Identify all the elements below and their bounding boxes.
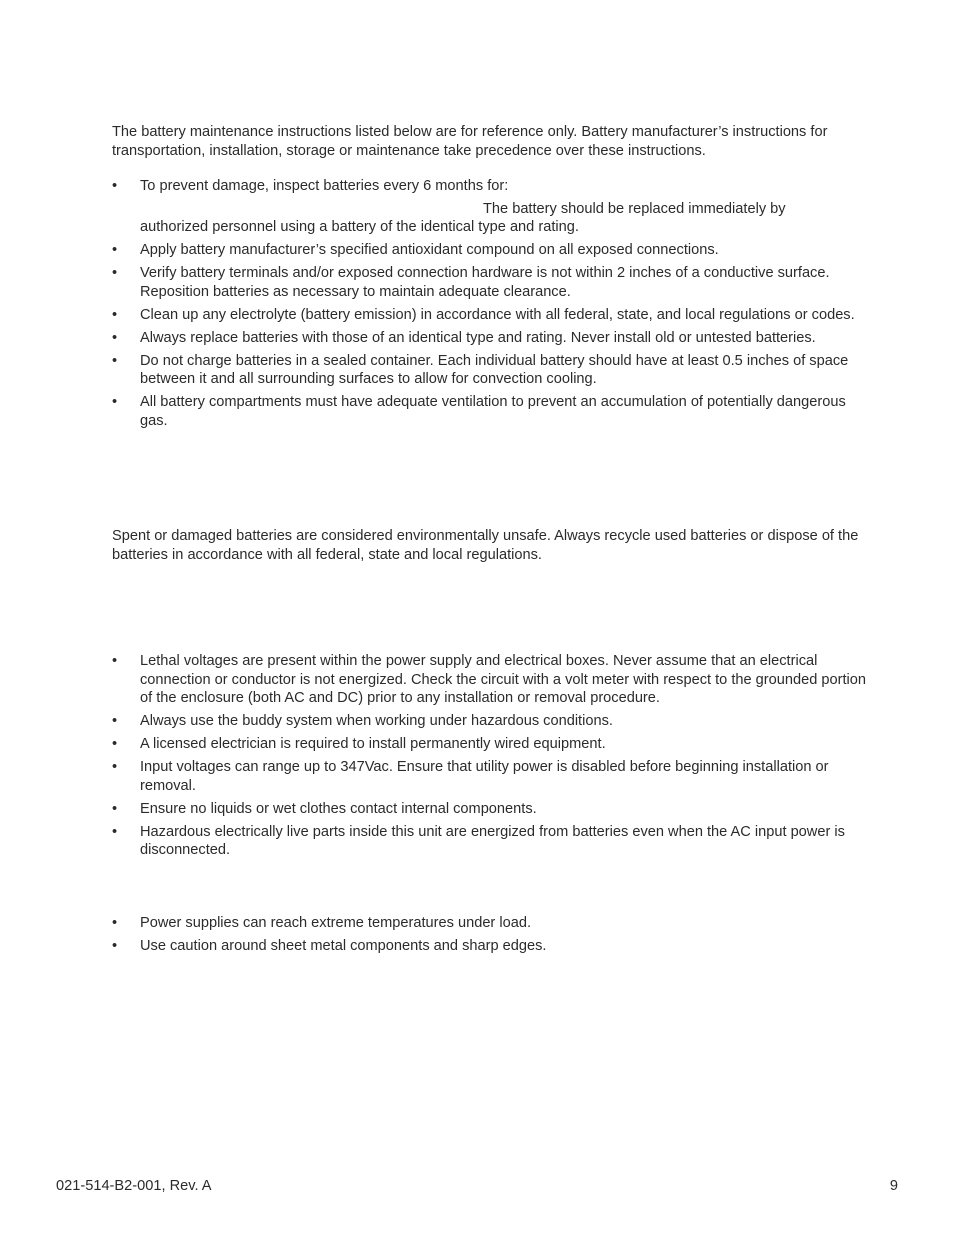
list-item-text: All battery compartments must have adequate ventilation to prevent an accumulation of potentially dangerous gas. [140,394,846,429]
list-item-text: To prevent damage, inspect batteries every 6 months for: [140,178,509,194]
list-item [112,177,872,237]
bullet-glyph: • [112,915,118,931]
maintenance-list [112,177,872,435]
list-item-text: Verify battery terminals and/or exposed connection hardware is not within 2 inches of a conductive surface. Reposition batteries as necessary to maintain adequate clearance. [140,265,830,300]
list-item [112,329,872,348]
bullet-glyph: • [112,800,118,817]
list-item [112,823,872,860]
list-item-subtext: authorized personnel using a battery of the identical type and rating. [140,219,579,235]
list-item-text: Do not charge batteries in a sealed container. Each individual battery should have at least 0.5 inches of space between it and all surrounding surfaces to allow for convection cooling. [140,352,849,387]
list-item [112,735,872,754]
list-item [112,652,872,708]
bullet-glyph: • [112,306,118,323]
list-item-text: Always use the buddy system when working under hazardous conditions. [140,713,613,729]
mechanical-list [112,914,872,960]
footer-doc-number: 021-514-B2-001, Rev. A [56,1178,212,1194]
list-item [112,712,872,731]
bullet-glyph: • [112,759,118,775]
bullet-glyph: • [112,352,118,369]
maintenance-intro: The battery maintenance instructions listed below are for reference only. Battery manufacturer’s instructions for transportation, installation, storage or maintenance take precedence over these instructions. [112,124,828,159]
bullet-glyph: • [112,394,118,410]
list-item [112,241,872,260]
list-item-text: A licensed electrician is required to install permanently wired equipment. [140,736,606,752]
list-item [112,306,872,325]
footer-page-number: 9 [889,1178,898,1194]
electrical-list [112,652,872,864]
bullet-glyph: • [112,713,118,729]
list-item [112,937,872,956]
list-item [112,914,872,933]
list-item-text: Hazardous electrically live parts inside this unit are energized from batteries even when the AC input power is disconnected. [140,823,845,858]
list-item-text: Input voltages can range up to 347Vac. Ensure that utility power is disabled before beginning installation or removal. [140,759,829,794]
list-item-text: Power supplies can reach extreme temperatures under load. [140,915,531,931]
list-item-text: Use caution around sheet metal components and sharp edges. [140,938,547,954]
bullet-glyph: • [112,938,118,954]
bullet-glyph: • [112,736,118,752]
list-item [112,352,872,389]
bullet-glyph: • [112,242,118,258]
list-item-text: Always replace batteries with those of an identical type and rating. Never install old or untested batteries. [140,329,816,346]
list-item [112,264,872,301]
list-item-text: Lethal voltages are present within the power supply and electrical boxes. Never assume that an electrical connection or conductor is not energized. Check the circuit with a volt meter with respect to the grounded portion of the enclosure (both AC and DC) prior to any installation or removal procedure. [140,653,867,706]
list-item [112,758,872,795]
bullet-glyph: • [112,329,118,346]
bullet-glyph: • [112,178,118,194]
list-item-text: Clean up any electrolyte (battery emission) in accordance with all federal, state, and local regulations or codes. [140,306,855,323]
list-item-text: Ensure no liquids or wet clothes contact internal components. [140,800,537,817]
list-item-subtext: The battery should be replaced immediately by [483,200,786,217]
bullet-glyph: • [112,653,118,669]
recycling-paragraph: Spent or damaged batteries are considered environmentally unsafe. Always recycle used batteries or dispose of the batteries in accordance with all federal, state and local regulations. [112,528,859,563]
bullet-glyph: • [112,823,118,840]
bullet-glyph: • [112,265,118,281]
list-item [112,800,872,819]
list-item-text: Apply battery manufacturer’s specified antioxidant compound on all exposed connections. [140,242,719,258]
list-item [112,393,872,430]
